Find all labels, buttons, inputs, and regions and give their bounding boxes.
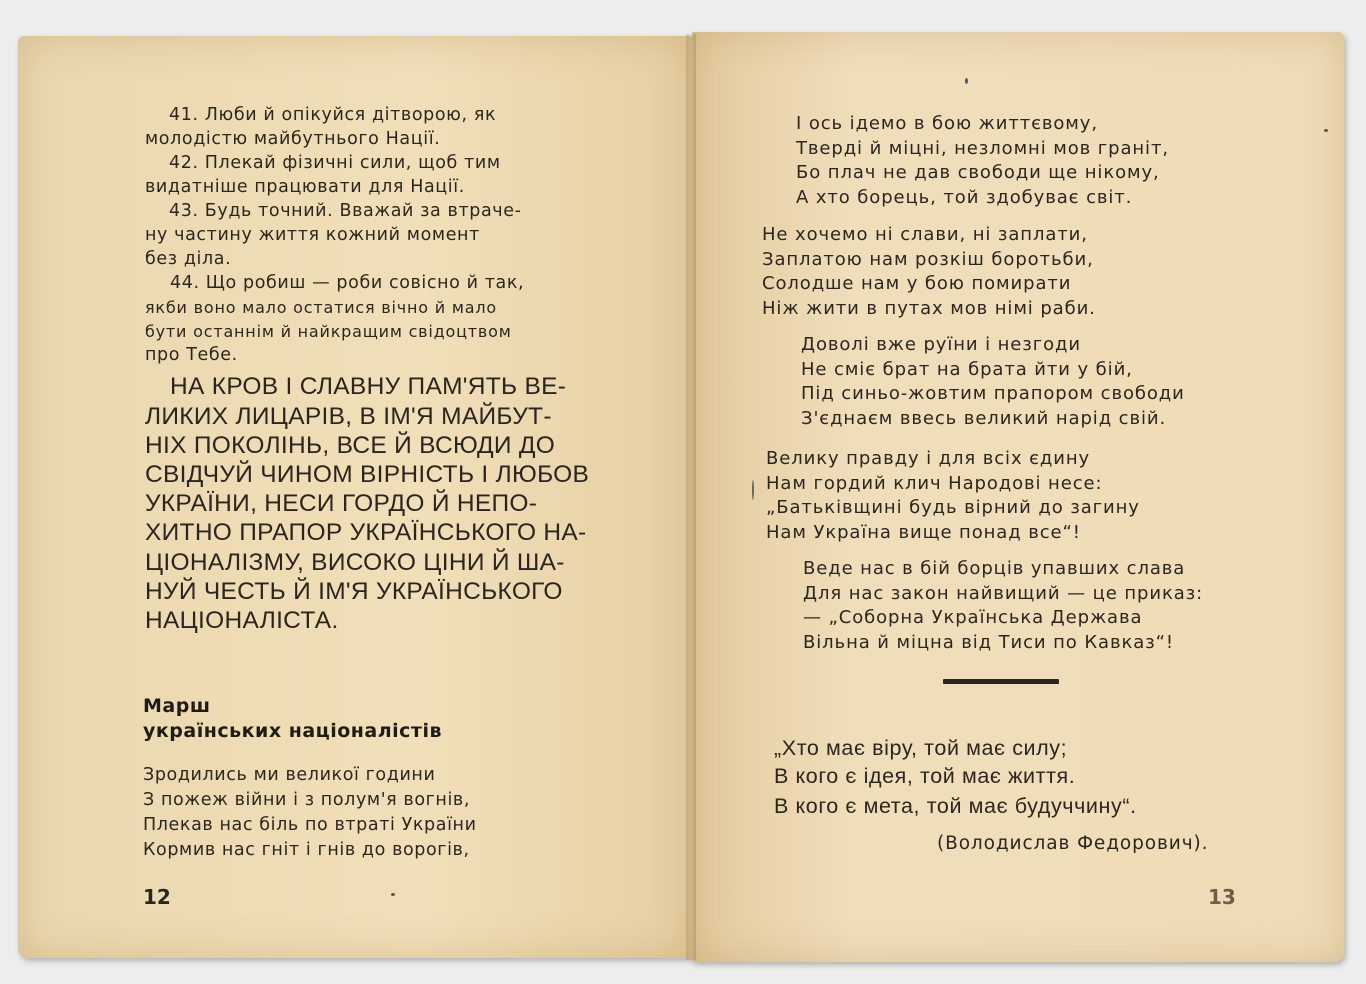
poem-line: Плекав нас біль по втраті України — [143, 815, 477, 835]
caps-line: НА КРОВ І СЛАВНУ ПАМ'ЯТЬ ВЕ- — [170, 373, 567, 400]
section-divider — [943, 679, 1059, 684]
verse-line: — „Соборна Українська Держава — [803, 607, 1143, 628]
poem-line: Зродились ми великої години — [143, 765, 436, 785]
quote-line: „Хто має віру, той має силу; — [774, 736, 1068, 760]
rule-line: 42. Плекай фізичні сили, щоб тим — [169, 153, 501, 173]
page-number-left: 12 — [143, 885, 171, 909]
verse-line: І ось ідемо в бою життєвому, — [796, 113, 1098, 134]
ink-speck — [1324, 129, 1328, 132]
verse-line: Веде нас в бій борців упавших слава — [803, 558, 1186, 579]
verse-line: А хто борець, той здобуває світ. — [796, 186, 1133, 208]
caps-line: ЛИКИХ ЛИЦАРІВ, В ІМ'Я МАЙБУТ- — [145, 403, 552, 430]
verse-line: Тверді й міцні, незломні мов граніт, — [796, 137, 1169, 159]
caps-line: НУЙ ЧЕСТЬ Й ІМ'Я УКРАЇНСЬКОГО — [145, 578, 563, 605]
caps-line: НІХ ПОКОЛІНЬ, ВСЕ Й ВСЮДИ ДО — [145, 432, 556, 459]
ink-speck — [965, 78, 968, 84]
poem-line: З пожеж війни і з полум'я вогнів, — [143, 790, 470, 810]
stanza-3 — [801, 333, 1185, 431]
verse-line: Велику правду і для всіх єдину — [766, 448, 1091, 469]
stanza-2 — [762, 223, 1096, 321]
book-spine — [686, 34, 696, 960]
rule-line: видатніше працювати для Нації. — [145, 177, 465, 197]
rule-line: 43. Будь точний. Вважай за втраче- — [169, 201, 522, 221]
rule-line: якби воно мало остатися вічно й мало — [145, 298, 497, 317]
verse-line: Не хочемо ні слави, ні заплати, — [762, 224, 1088, 245]
verse-line: Заплатою нам розкіш боротьби, — [762, 248, 1094, 270]
caps-line: УКРАЇНИ, НЕСИ ГОРДО Й НЕПО- — [145, 490, 538, 517]
caps-line: СВІДЧУЙ ЧИНОМ ВІРНІСТЬ І ЛЮБОВ — [145, 461, 590, 488]
verse-line: Ніж жити в путах мов німі раби. — [762, 297, 1096, 319]
rule-line: без діла. — [145, 249, 232, 269]
rule-43 — [145, 200, 610, 224]
verse-line: Нам гордий клич Народові несе: — [766, 472, 1103, 494]
march-title: Марш — [143, 695, 211, 717]
rule-43-cont — [145, 224, 610, 248]
page-number-right: 13 — [1208, 885, 1236, 909]
rule-line: про Тебе. — [145, 345, 238, 365]
verse-line: Не сміє брат на брата йти у бій, — [801, 358, 1133, 380]
ink-speck — [391, 893, 395, 896]
verse-line: Вільна й міцна від Тиси по Кавказ“! — [803, 631, 1174, 653]
stanza-5 — [803, 557, 1203, 655]
rule-line: молодістю майбутнього Нації. — [145, 129, 441, 149]
caps-line: ЦІОНАЛІЗМУ, ВИСОКО ЦІНИ Й ША- — [145, 549, 565, 576]
verse-line: „Батьківщині будь вірний до загину — [766, 497, 1140, 518]
quote-line: В кого є мета, той має будуччину“. — [774, 794, 1137, 818]
caps-line: НАЦІОНАЛІСТА. — [145, 607, 339, 634]
verse-line: З'єднаєм ввесь великий нарід свій. — [801, 407, 1167, 429]
ink-speck — [752, 480, 754, 500]
poem-line: Кормив нас гніт і гнів до ворогів, — [143, 840, 470, 860]
rule-42 — [145, 152, 610, 176]
rule-41 — [145, 104, 610, 128]
verse-line: Солодше нам у бою помирати — [762, 273, 1072, 294]
verse-line: Під синьо-жовтим прапором свободи — [801, 383, 1185, 404]
verse-line: Бо плач не дав свободи ще нікому, — [796, 162, 1160, 183]
rule-line: бути останнім й найкращим свідоцтвом — [145, 322, 512, 341]
stanza-4 — [766, 447, 1140, 545]
stanza-1 — [796, 112, 1169, 210]
rule-line: ну частину життя кожний момент — [145, 225, 480, 245]
verse-line: Нам Україна вище понад все“! — [766, 521, 1081, 543]
verse-line: Для нас закон найвищий — це приказ: — [803, 582, 1204, 604]
caps-line: ХИТНО ПРАПОР УКРАЇНСЬКОГО НА- — [145, 519, 587, 546]
rule-line: 41. Люби й опікуйся дітворою, як — [169, 105, 497, 125]
quote-line: В кого є ідея, той має життя. — [774, 764, 1076, 788]
rule-44: 44. Що робиш — роби совісно й так, — [170, 273, 525, 293]
quote-attribution: (Володислав Федорович). — [937, 833, 1209, 854]
verse-line: Доволі вже руїни і незгоди — [801, 334, 1081, 355]
march-subtitle: українських націоналістів — [143, 720, 442, 742]
